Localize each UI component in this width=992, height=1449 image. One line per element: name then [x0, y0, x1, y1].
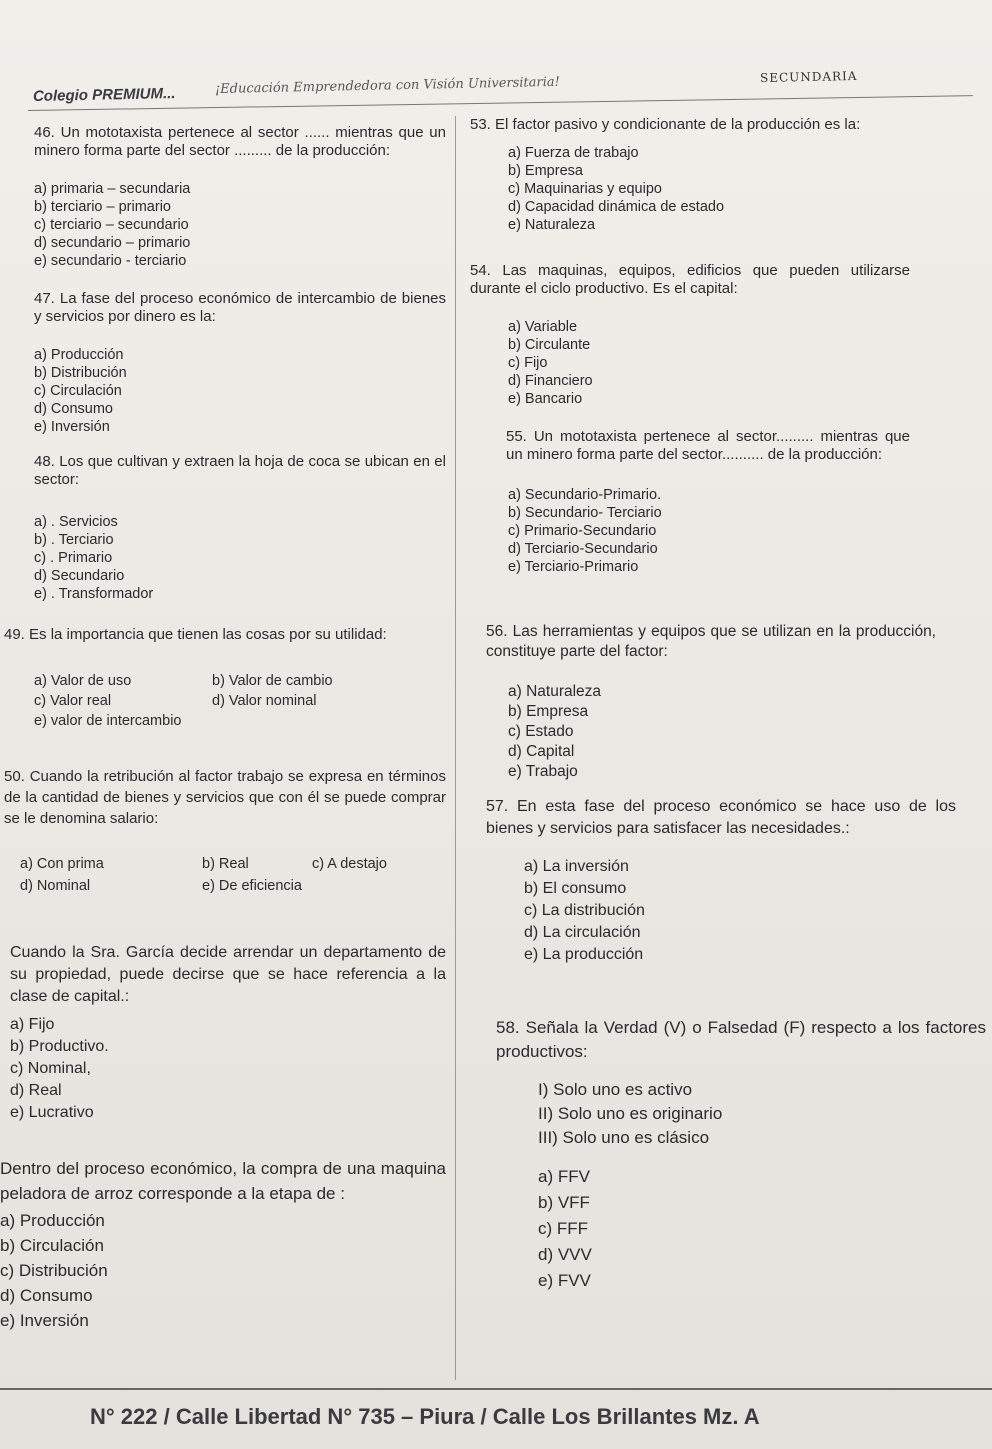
question-56 — [486, 622, 936, 782]
option: d) secundario – primario — [34, 235, 191, 251]
option: e) Inversión — [34, 419, 110, 435]
option: e) De eficiencia — [202, 878, 302, 894]
option: c) Estado — [508, 723, 574, 740]
option: c) Valor real — [34, 693, 112, 709]
option: d) Financiero — [508, 373, 593, 389]
option: e) Bancario — [508, 391, 583, 407]
option: c) FFF — [538, 1219, 589, 1238]
question-54 — [470, 262, 910, 408]
question-text: 57. En esta fase del proceso económico se hace uso de los bienes y servicios para satisfacer las necesidades.: — [486, 798, 956, 837]
option: a) La inversión — [524, 858, 629, 875]
option: d) Consumo — [34, 401, 113, 417]
option: d) Capital — [508, 743, 575, 760]
option: a) Variable — [508, 319, 578, 335]
option: d) Terciario-Secundario — [508, 541, 658, 557]
statement: II) Solo uno es originario — [538, 1104, 723, 1123]
option: c) Circulación — [34, 383, 122, 399]
option: a) Producción — [0, 1211, 105, 1230]
option: a) Naturaleza — [508, 683, 602, 700]
option: b) El consumo — [524, 880, 627, 897]
statement: III) Solo uno es clásico — [538, 1128, 710, 1147]
option: a) Secundario-Primario. — [508, 487, 662, 503]
option: a) Fijo — [10, 1016, 55, 1033]
option: c) Nominal, — [10, 1060, 91, 1077]
option: b) VFF — [538, 1193, 590, 1212]
option: c) Primario-Secundario — [508, 523, 657, 539]
option: a) Con prima — [20, 856, 104, 872]
option: b) Empresa — [508, 703, 589, 720]
question-text: Dentro del proceso económico, la compra de una maquina peladora de arroz corresponde a la etapa de : — [0, 1159, 446, 1203]
question-58 — [496, 1016, 986, 1294]
question-text: 46. Un mototaxista pertenece al sector ...... mientras que un minero forma parte del sector ......... de la producción: — [34, 124, 446, 159]
option: b) Circulante — [508, 337, 591, 353]
question-text: 56. Las herramientas y equipos que se utilizan en la producción, constituye parte del factor: — [486, 623, 936, 660]
option: d) VVV — [538, 1245, 592, 1264]
question-text: 58. Señala la Verdad (V) o Falsedad (F) respecto a los factores productivos: — [496, 1018, 986, 1061]
option: a) Producción — [34, 347, 124, 363]
question-text: 53. El factor pasivo y condicionante de la producción es la: — [470, 116, 861, 133]
question-46 — [34, 124, 446, 270]
option: b) Distribución — [34, 365, 127, 381]
option: e) FVV — [538, 1271, 591, 1290]
option: b) . Terciario — [34, 532, 114, 548]
question-text: 54. Las maquinas, equipos, edificios que pueden utilizarse durante el ciclo productivo. Es el capital: — [470, 262, 910, 297]
option: b) Secundario- Terciario — [508, 505, 662, 521]
question-text: 55. Un mototaxista pertenece al sector......... mientras que un minero forma parte del sector.......... de la producción: — [506, 428, 910, 463]
option: e) Naturaleza — [508, 217, 596, 233]
question-51 — [10, 942, 446, 1124]
school-motto: ¡Educación Emprendedora con Visión Universitaria! — [214, 74, 560, 97]
option: e) Inversión — [0, 1311, 89, 1330]
level-label: SECUNDARIA — [759, 68, 858, 86]
option: a) Fuerza de trabajo — [508, 145, 639, 161]
footer-divider — [0, 1388, 992, 1390]
option: e) valor de intercambio — [34, 713, 182, 729]
question-49 — [4, 626, 446, 732]
footer-address: N° 222 / Calle Libertad N° 735 – Piura / Calle Los Brillantes Mz. A — [90, 1404, 760, 1429]
option: c) Maquinarias y equipo — [508, 181, 662, 197]
question-50 — [4, 766, 446, 899]
option: d) Valor nominal — [212, 693, 317, 709]
option: e) Lucrativo — [10, 1104, 94, 1121]
question-48 — [34, 453, 446, 603]
footer — [0, 1402, 992, 1436]
option: b) Real — [202, 856, 249, 872]
question-text: 50. Cuando la retribución al factor trabajo se expresa en términos de la cantidad de bienes y servicios que con él se puede comprar se le denomina salario: — [4, 768, 446, 827]
option: c) Fijo — [508, 355, 548, 371]
question-57 — [486, 796, 956, 966]
option: d) Capacidad dinámica de estado — [508, 199, 725, 215]
option: e) Trabajo — [508, 763, 578, 780]
option: b) Circulación — [0, 1236, 104, 1255]
option: a) . Servicios — [34, 514, 118, 530]
option: d) Consumo — [0, 1286, 93, 1305]
option: e) secundario - terciario — [34, 253, 187, 269]
option: b) terciario – primario — [34, 199, 171, 215]
option: e) La producción — [524, 946, 644, 963]
option: b) Productivo. — [10, 1038, 109, 1055]
option: c) A destajo — [312, 856, 387, 872]
option: b) Valor de cambio — [212, 673, 333, 689]
question-55 — [506, 428, 910, 576]
question-text: 48. Los que cultivan y extraen la hoja de coca se ubican en el sector: — [34, 453, 446, 488]
option: a) primaria – secundaria — [34, 181, 191, 197]
question-47 — [34, 290, 446, 436]
question-text: 49. Es la importancia que tienen las cosas por su utilidad: — [4, 626, 387, 643]
option: a) Valor de uso — [34, 673, 132, 689]
option: d) Real — [10, 1082, 62, 1099]
option: d) Secundario — [34, 568, 125, 584]
school-name: Colegio PREMIUM... — [32, 85, 176, 105]
statement: I) Solo uno es activo — [538, 1080, 693, 1099]
option: a) FFV — [538, 1167, 590, 1186]
question-text: 47. La fase del proceso económico de intercambio de bienes y servicios por dinero es la: — [34, 290, 446, 325]
question-text: Cuando la Sra. García decide arrendar un departamento de su propiedad, puede decirse que se hace referencia a la clase de capital.: — [10, 944, 446, 1005]
option: c) . Primario — [34, 550, 113, 566]
option: d) Nominal — [20, 878, 91, 894]
option: d) La circulación — [524, 924, 641, 941]
column-divider — [455, 116, 456, 1380]
option: e) . Transformador — [34, 586, 154, 602]
option: c) Distribución — [0, 1261, 108, 1280]
option: c) terciario – secundario — [34, 217, 189, 233]
option: c) La distribución — [524, 902, 645, 919]
option: b) Empresa — [508, 163, 583, 179]
question-53 — [470, 116, 910, 234]
question-52 — [0, 1156, 446, 1333]
option: e) Terciario-Primario — [508, 559, 639, 575]
